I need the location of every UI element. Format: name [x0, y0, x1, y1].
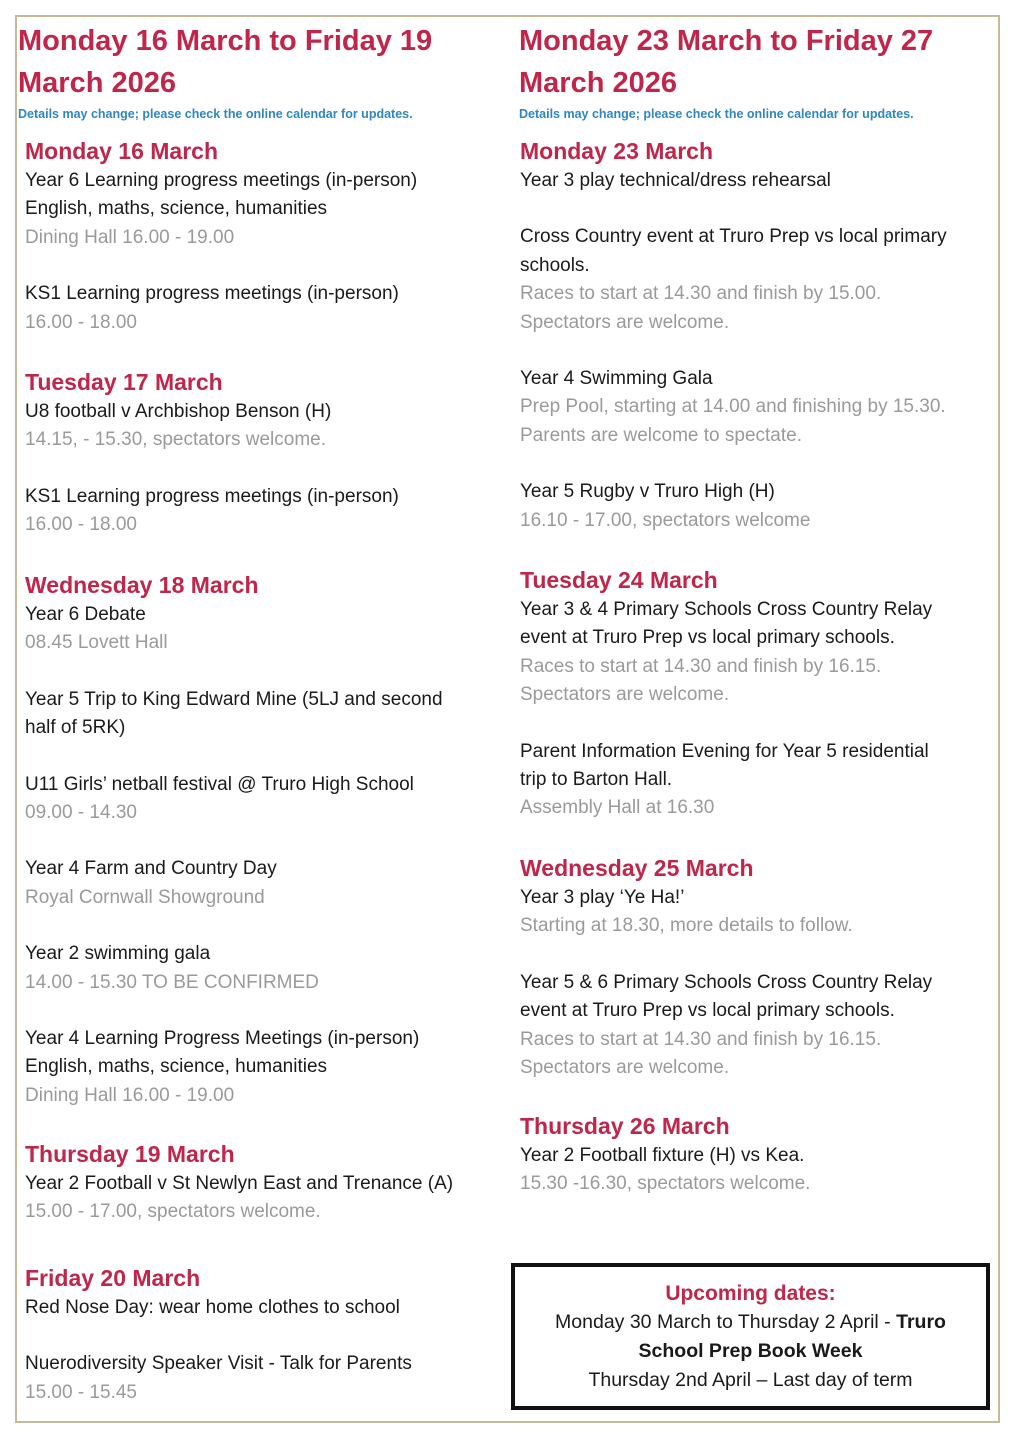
week-title: Monday 23 March to Friday 27 March 2026 — [519, 25, 934, 99]
update-note: Details may change; please check the online calendar for updates. — [18, 107, 413, 121]
event-detail: 08.45 Lovett Hall — [25, 632, 168, 654]
event-item — [25, 686, 498, 743]
upcoming-line-3: Thursday 2nd April – Last day of term — [588, 1369, 913, 1391]
event-detail: Dining Hall 16.00 - 19.00 — [25, 1084, 235, 1106]
event-item — [520, 365, 994, 450]
event-item — [520, 167, 994, 195]
day-section — [25, 571, 498, 1110]
day-title: Friday 20 March — [25, 1265, 201, 1291]
day-section — [25, 1140, 498, 1227]
event-item — [25, 1350, 498, 1407]
event-line: KS1 Learning progress meetings (in-person) — [25, 283, 399, 305]
event-line: Year 4 Learning Progress Meetings (in-person) — [25, 1028, 420, 1050]
event-line: trip to Barton Hall. — [520, 769, 673, 791]
event-detail: Races to start at 14.30 and finish by 15.00. — [520, 283, 882, 305]
event-item — [520, 478, 994, 535]
event-item — [25, 1170, 498, 1227]
event-line: Cross Country event at Truro Prep vs local primary — [520, 226, 947, 248]
event-item — [520, 223, 994, 337]
upcoming-line-1 — [515, 1308, 986, 1337]
day-title: Thursday 19 March — [25, 1141, 235, 1167]
event-line: Year 2 Football v St Newlyn East and Trenance (A) — [25, 1173, 454, 1194]
event-line: event at Truro Prep vs local primary schools. — [520, 627, 895, 649]
event-detail: Prep Pool, starting at 14.00 and finishing by 15.30. — [520, 396, 946, 418]
event-line: Year 2 Football fixture (H) vs Kea. — [520, 1145, 805, 1166]
event-item — [25, 280, 498, 337]
event-line: Red Nose Day: wear home clothes to school — [25, 1297, 400, 1318]
event-line: English, maths, science, humanities — [25, 1056, 328, 1078]
event-item — [25, 1294, 498, 1322]
event-detail: 14.00 - 15.30 TO BE CONFIRMED — [25, 971, 319, 993]
day-section — [520, 137, 994, 535]
day-title: Monday 16 March — [25, 138, 218, 164]
upcoming-title: Upcoming dates: — [665, 1282, 836, 1305]
event-detail: 16.00 - 18.00 — [25, 514, 137, 536]
event-detail: 16.10 - 17.00, spectators welcome — [520, 509, 811, 531]
day-section — [25, 137, 498, 337]
event-line: Year 5 Rugby v Truro High (H) — [520, 481, 775, 503]
upcoming-dates-box — [511, 1263, 990, 1410]
event-line: Year 5 & 6 Primary Schools Cross Country Relay — [520, 971, 933, 993]
event-detail: Dining Hall 16.00 - 19.00 — [25, 226, 235, 248]
left-column — [18, 20, 498, 1403]
event-detail: Royal Cornwall Showground — [25, 886, 265, 908]
event-detail: 16.00 - 18.00 — [25, 311, 137, 333]
event-item — [520, 738, 994, 823]
event-item — [25, 940, 498, 997]
event-item — [25, 1025, 498, 1110]
event-line: U11 Girls’ netball festival @ Truro High School — [25, 773, 414, 795]
right-column — [519, 20, 994, 1195]
event-detail: Parents are welcome to spectate. — [520, 424, 802, 446]
event-detail: 15.30 -16.30, spectators welcome. — [520, 1173, 811, 1195]
event-detail: Starting at 18.30, more details to follow. — [520, 915, 853, 937]
event-line: Year 3 play ‘Ye Ha!’ — [520, 887, 685, 908]
event-detail: Races to start at 14.30 and finish by 16.15. — [520, 1028, 882, 1050]
event-line: Year 3 & 4 Primary Schools Cross Country Relay — [520, 599, 933, 620]
event-detail: Spectators are welcome. — [520, 1057, 730, 1079]
event-item — [25, 771, 498, 828]
event-item — [25, 483, 498, 540]
day-section — [25, 368, 498, 540]
event-line: event at Truro Prep vs local primary schools. — [520, 1000, 895, 1022]
week-title: Monday 16 March to Friday 19 March 2026 — [18, 25, 433, 99]
day-title: Tuesday 24 March — [520, 567, 718, 593]
day-section — [520, 566, 994, 823]
event-line: KS1 Learning progress meetings (in-person) — [25, 485, 399, 507]
event-line: Nuerodiversity Speaker Visit - Talk for Parents — [25, 1353, 412, 1375]
day-title: Wednesday 25 March — [520, 855, 754, 881]
event-line: schools. — [520, 254, 590, 276]
event-item — [25, 601, 498, 658]
event-item — [520, 1142, 994, 1199]
event-line: Year 3 play technical/dress rehearsal — [520, 170, 831, 191]
event-item — [520, 884, 994, 941]
event-line: U8 football v Archbishop Benson (H) — [25, 401, 332, 422]
upcoming-line-1-bold: Truro — [896, 1311, 946, 1333]
event-line: half of 5RK) — [25, 717, 126, 739]
update-note: Details may change; please check the online calendar for updates. — [519, 107, 914, 121]
event-detail: Spectators are welcome. — [520, 684, 730, 706]
day-title: Monday 23 March — [520, 138, 713, 164]
event-line: Year 6 Debate — [25, 604, 146, 625]
event-line: Year 4 Swimming Gala — [520, 368, 713, 390]
event-item — [25, 167, 498, 252]
event-detail: 15.00 - 15.45 — [25, 1381, 137, 1403]
day-section — [25, 1264, 498, 1407]
event-line: English, maths, science, humanities — [25, 198, 328, 220]
event-line: Year 5 Trip to King Edward Mine (5LJ and second — [25, 688, 443, 710]
day-title: Tuesday 17 March — [25, 369, 223, 395]
day-title: Thursday 26 March — [520, 1113, 730, 1139]
event-detail: 15.00 - 17.00, spectators welcome. — [25, 1201, 321, 1223]
event-detail: 14.15, - 15.30, spectators welcome. — [25, 429, 326, 451]
event-line: Year 2 swimming gala — [25, 943, 211, 965]
event-detail: Spectators are welcome. — [520, 311, 730, 333]
upcoming-line-2-bold: School Prep Book Week — [638, 1340, 863, 1362]
event-detail: Assembly Hall at 16.30 — [520, 797, 715, 819]
day-title: Wednesday 18 March — [25, 572, 259, 598]
day-section — [520, 1112, 994, 1199]
event-item — [25, 398, 498, 455]
event-line: Parent Information Evening for Year 5 residential — [520, 740, 929, 762]
event-item — [520, 596, 994, 710]
upcoming-line-2 — [515, 1337, 986, 1366]
upcoming-line-1-text: Monday 30 March to Thursday 2 April - — [555, 1311, 897, 1333]
day-section — [520, 854, 994, 1082]
event-detail: Races to start at 14.30 and finish by 16.15. — [520, 655, 882, 677]
event-detail: 09.00 - 14.30 — [25, 802, 137, 824]
event-line: Year 6 Learning progress meetings (in-person) — [25, 170, 418, 191]
event-item — [520, 969, 994, 1083]
event-line: Year 4 Farm and Country Day — [25, 858, 277, 880]
event-item — [25, 855, 498, 912]
